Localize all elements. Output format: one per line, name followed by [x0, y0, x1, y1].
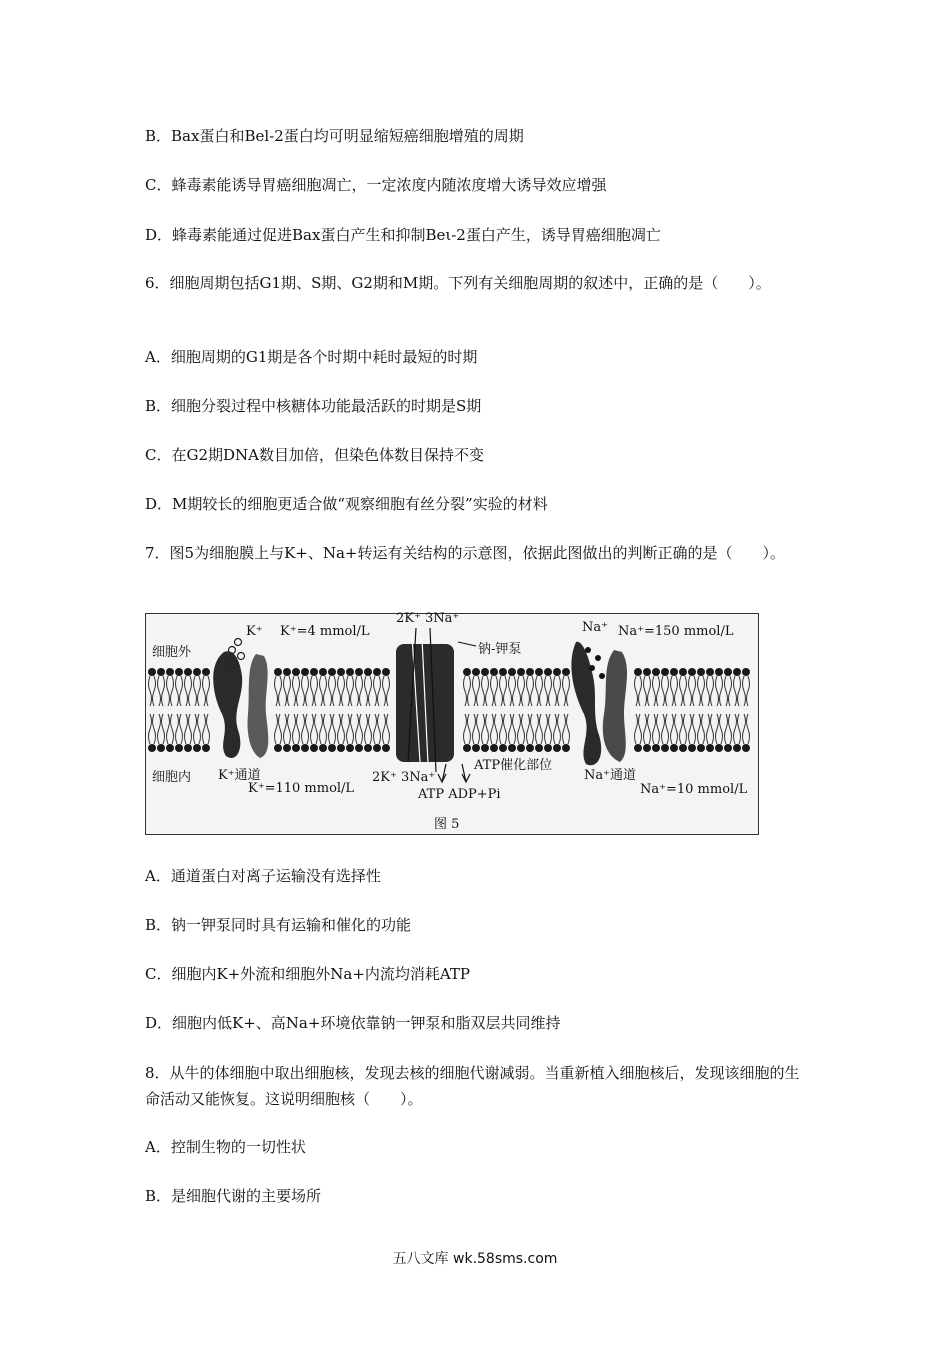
label-pump-name: 钠-钾泵 [478, 642, 522, 657]
label-inside: 细胞内 [152, 770, 192, 785]
q6-stem: 6．细胞周期包括G1期、S期、G2期和M期。下列有关细胞周期的叙述中，正确的是（ ）。 [145, 274, 771, 292]
k-ion-dot [235, 639, 242, 646]
label-k-in-conc: K⁺=110 mmol/L [248, 781, 355, 796]
label-atp-site: ATP催化部位 [474, 758, 553, 773]
q5-option-b: B．Bax蛋白和Bel-2蛋白均可明显缩短癌细胞增殖的周期 [145, 127, 524, 145]
na-ion-dot [599, 673, 605, 679]
membrane-transport-figure [145, 613, 759, 835]
q7-option-d: D．细胞内低K+、高Na+环境依靠钠一钾泵和脂双层共同维持 [145, 1014, 561, 1032]
q8-stem: 8．从牛的体细胞中取出细胞核，发现去核的细胞代谢减弱。当重新植入细胞核后，发现该细胞的生命活动又能恢复。这说明细胞核（ ）。 [145, 1064, 800, 1108]
q7-stem: 7．图5为细胞膜上与K+、Na+转运有关结构的示意图，依据此图做出的判断正确的是（ ）。 [145, 544, 786, 562]
na-ion-dot [595, 655, 601, 661]
k-channel-right-protein [248, 654, 269, 758]
na-ion-dot [589, 665, 595, 671]
q7-option-b: B．钠一钾泵同时具有运输和催化的功能 [145, 916, 412, 934]
label-na-in-conc: Na⁺=10 mmol/L [640, 782, 748, 797]
label-na-out-conc: Na⁺=150 mmol/L [618, 624, 734, 639]
label-k-ion: K⁺ [246, 624, 263, 639]
label-pump-top-ions: 2K⁺ 3Na⁺ [396, 611, 460, 626]
na-channel-right-protein [603, 650, 627, 762]
q6-option-a: A．细胞周期的G1期是各个时期中耗时最短的时期 [145, 348, 478, 366]
label-outside: 细胞外 [152, 645, 192, 660]
label-na-channel: Na⁺通道 [584, 768, 636, 783]
label-k-out-conc: K⁺=4 mmol/L [280, 624, 370, 639]
q5-option-c: C．蜂毒素能诱导胃癌细胞凋亡，一定浓度内随浓度增大诱导效应增强 [145, 176, 607, 194]
footer-watermark: 五八文库 wk.58sms.com [392, 1251, 558, 1267]
figure-caption: 图 5 [434, 817, 460, 832]
na-ion-dot [585, 647, 591, 653]
label-pump-bottom-ions: 2K⁺ 3Na⁺ [372, 770, 436, 785]
label-k-channel: K⁺通道 [218, 768, 261, 783]
q6-option-b: B．细胞分裂过程中核糖体功能最活跃的时期是S期 [145, 397, 482, 415]
q7-option-a: A．通道蛋白对离子运输没有选择性 [145, 867, 381, 885]
q6-option-d: D．M期较长的细胞更适合做“观察细胞有丝分裂”实验的材料 [145, 495, 548, 513]
k-ion-dot [238, 653, 245, 660]
q7-option-c: C．细胞内K+外流和细胞外Na+内流均消耗ATP [145, 965, 470, 983]
q8-option-a: A．控制生物的一切性状 [145, 1138, 306, 1156]
q5-option-d: D．蜂毒素能通过促进Bax蛋白产生和抑制Beι-2蛋白产生，诱导胃癌细胞凋亡 [145, 226, 661, 244]
label-atp-reaction: ATP ADP+Pi [418, 787, 501, 802]
q6-option-c: C．在G2期DNA数目加倍，但染色体数目保持不变 [145, 446, 484, 464]
k-channel-left-protein [213, 651, 242, 758]
q8-option-b: B．是细胞代谢的主要场所 [145, 1187, 322, 1205]
label-na-ion: Na⁺ [582, 620, 608, 635]
